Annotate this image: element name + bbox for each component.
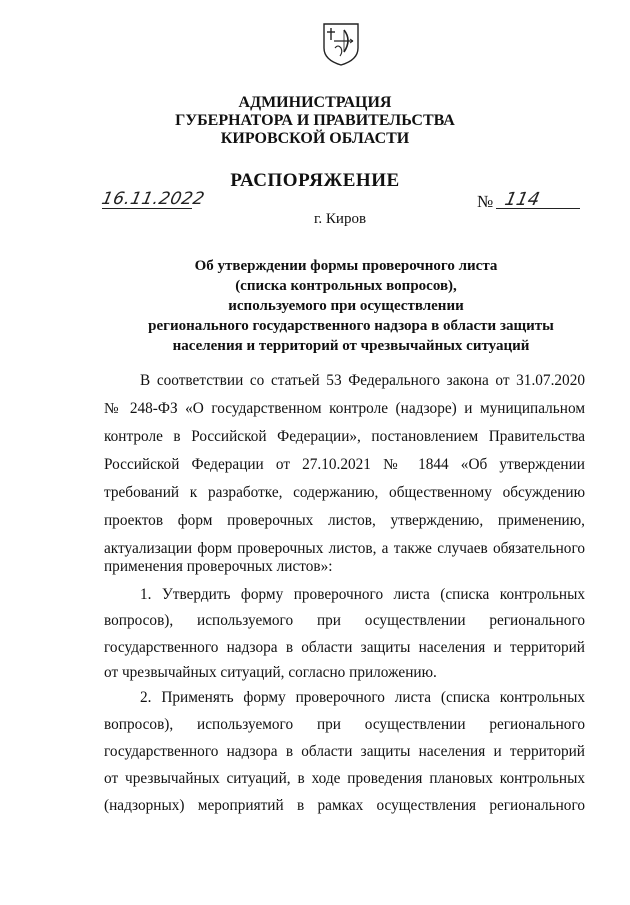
body-line: проектов форм проверочных листов, утверждению, применению, [104,512,585,529]
body-line: от чрезвычайных ситуаций, согласно приложению. [104,664,437,681]
body-line: требований к разработке, содержанию, общественному обсуждению [104,484,585,501]
body-line: вопросов), используемого при осуществлении регионального [104,612,585,629]
body-line: государственного надзора в области защиты населения и территорий [104,639,585,656]
number-label: № [477,192,494,211]
document-title-line: Об утверждении формы проверочного листа [194,258,498,274]
city: г. Киров [313,211,367,227]
document-number: 114 [502,189,542,210]
document-title-line: (списка контрольных вопросов), [235,278,457,294]
body-line: государственного надзора в области защиты населения и территорий [104,743,585,760]
document-title-line: используемого при осуществлении [228,298,464,314]
coat-of-arms-icon [322,22,360,66]
body-line: вопросов), используемого при осуществлении регионального [104,716,585,733]
body-line: 1. Утвердить форму проверочного листа (списка контрольных [140,586,585,603]
body-line: (надзорных) мероприятий в рамках осуществления регионального [104,797,585,814]
org-name-line: АДМИНИСТРАЦИЯ [238,94,392,111]
body-line: применения проверочных листов»: [104,558,333,575]
body-line: контроле в Российской Федерации», постановлением Правительства [104,428,585,445]
body-line: Российской Федерации от 27.10.2021 № 1844 «Об утверждении [104,456,585,473]
org-name-line: КИРОВСКОЙ ОБЛАСТИ [220,130,410,147]
body-line: В соответствии со статьей 53 Федерального закона от 31.07.2020 [140,372,585,389]
body-line: № 248-ФЗ «О государственном контроле (надзоре) и муниципальном [104,400,585,417]
number-underline [496,208,580,209]
document-type: РАСПОРЯЖЕНИЕ [230,170,400,191]
document-title-line: регионального государственного надзора в области защиты [148,318,554,334]
body-line: 2. Применять форму проверочного листа (списка контрольных [140,689,585,706]
document-title-line: населения и территорий от чрезвычайных ситуаций [172,338,530,354]
date-underline [102,208,192,209]
body-line: актуализации форм проверочных листов, а также случаев обязательного [104,540,585,557]
body-line: от чрезвычайных ситуаций, в ходе проведения плановых контрольных [104,770,585,787]
document-date: 16.11.2022 [99,189,207,209]
org-name-line: ГУБЕРНАТОРА И ПРАВИТЕЛЬСТВА [175,112,455,129]
